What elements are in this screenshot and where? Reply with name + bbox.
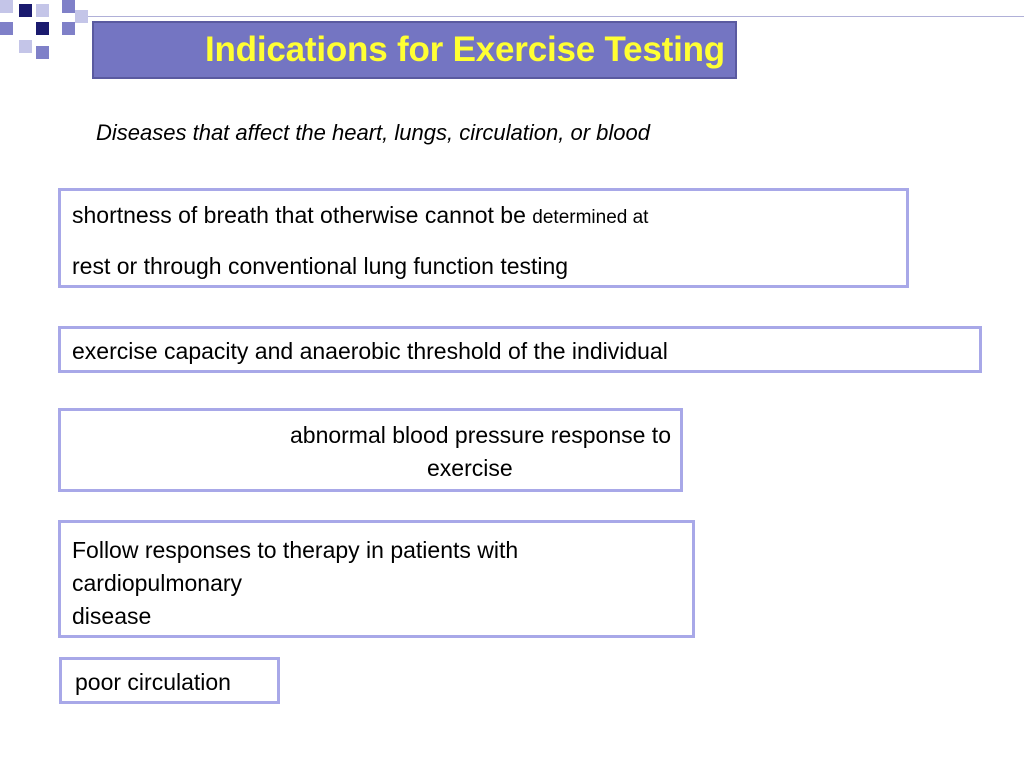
decor-square xyxy=(62,22,75,35)
capacity-text: exercise capacity and anaerobic threshold of the individual xyxy=(72,338,668,364)
indication-box-breath xyxy=(58,188,909,288)
therapy-line-1: Follow responses to therapy in patients with xyxy=(72,537,519,563)
breath-line-1-small: determined at xyxy=(532,207,649,228)
breath-line-1-main: shortness of breath that otherwise cannot be xyxy=(72,202,533,228)
subtitle: Diseases that affect the heart, lungs, circulation, or blood xyxy=(96,120,650,145)
decor-square xyxy=(36,4,49,17)
blood-pressure-line-2: exercise xyxy=(427,455,513,481)
header-rule xyxy=(88,16,1024,17)
breath-line-1 xyxy=(72,202,648,231)
decor-square xyxy=(0,0,13,13)
decor-square xyxy=(36,46,49,59)
decor-square xyxy=(62,0,75,13)
decor-square xyxy=(36,22,49,35)
indication-box-blood-pressure xyxy=(58,408,683,492)
decor-square xyxy=(75,10,88,23)
therapy-line-3: disease xyxy=(72,603,152,629)
title-banner xyxy=(92,21,737,79)
breath-line-2: rest or through conventional lung function testing xyxy=(72,253,569,279)
decor-square xyxy=(19,40,32,53)
indication-box-circulation xyxy=(59,657,280,704)
blood-pressure-line-1: abnormal blood pressure response to xyxy=(289,422,671,448)
decor-square xyxy=(19,4,32,17)
indication-box-therapy xyxy=(58,520,695,638)
page-title: Indications for Exercise Testing xyxy=(204,30,725,69)
decor-square xyxy=(0,22,13,35)
indication-box-capacity xyxy=(58,326,982,373)
therapy-line-2: cardiopulmonary xyxy=(72,570,243,596)
circulation-text: poor circulation xyxy=(75,669,231,695)
